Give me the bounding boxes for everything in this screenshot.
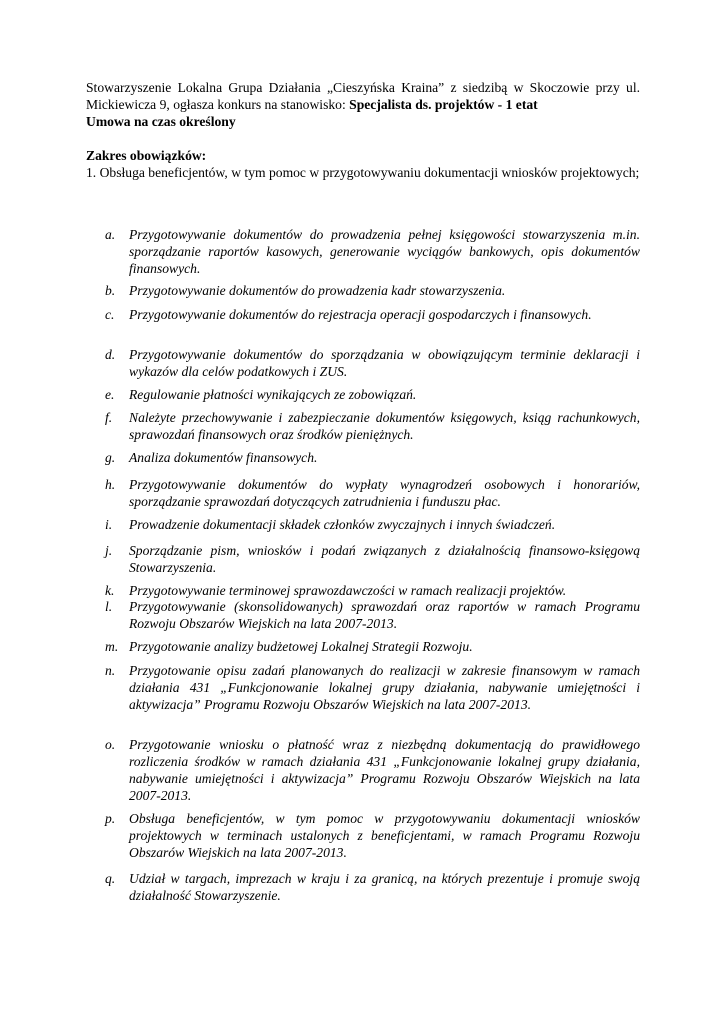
duty-letter: m. <box>105 639 119 654</box>
duty-letter: k. <box>105 583 115 598</box>
duty-text: Przygotowanie analizy budżetowej Lokalnej Strategii Rozwoju. <box>129 639 473 654</box>
duty-text: Przygotowywanie terminowej sprawozdawczości w ramach realizacji projektów. <box>129 583 567 598</box>
section-title: Zakres obowiązków: <box>86 148 207 163</box>
duty-item <box>105 598 640 632</box>
duty-letter: o. <box>105 737 116 752</box>
duty-text: Prowadzenie dokumentacji składek członków zwyczajnych i innych świadczeń. <box>129 517 556 532</box>
duty-letter: g. <box>105 450 116 465</box>
duty-letter: f. <box>105 410 113 425</box>
duty-text: Przygotowywanie dokumentów do prowadzenia pełnej księgowości stowarzyszenia m.in. sporządzanie raportów kasowych, generowanie wyciągów bankowych, opis dokumentów finansowych. <box>129 227 640 276</box>
contract-type: Umowa na czas określony <box>86 114 236 129</box>
duty-item <box>105 306 640 323</box>
duty-item <box>105 386 640 403</box>
duty-text: Przygotowywanie dokumentów do sporządzania w obowiązującym terminie deklaracji i wykazów dla celów podatkowych i ZUS. <box>129 347 640 379</box>
section-item-1: 1. Obsługa beneficjentów, w tym pomoc w przygotowywaniu dokumentacji wniosków projektowych; <box>86 165 640 180</box>
intro-text: Stowarzyszenie Lokalna Grupa Działania „Cieszyńska Kraina” z siedzibą w Skoczowie przy ul. Mickiewicza 9, ogłasza konkurs na stanowisko: <box>86 80 640 112</box>
duty-item <box>105 346 640 380</box>
duty-letter: h. <box>105 477 116 492</box>
duty-item <box>105 282 640 299</box>
duty-text: Regulowanie płatności wynikających ze zobowiązań. <box>129 387 417 402</box>
duty-letter: c. <box>105 307 115 322</box>
duty-text: Należyte przechowywanie i zabezpieczanie dokumentów księgowych, ksiąg rachunkowych, sprawozdań finansowych oraz środków pieniężnych. <box>129 410 640 442</box>
duty-item <box>105 582 640 599</box>
duty-item <box>105 870 640 904</box>
duty-text: Przygotowanie opisu zadań planowanych do realizacji w zakresie finansowym w ramach działania 431 „Funkcjonowanie lokalnej grupy działania, nabywanie umiejętności i aktywizacja” Programu Rozwoju Obszarów Wiejskich na lata 2007-2013. <box>129 663 640 712</box>
duty-letter: l. <box>105 599 113 614</box>
duty-text: Przygotowanie wniosku o płatność wraz z niezbędną dokumentacją do prawidłowego rozliczenia środków w ramach działania 431 „Funkcjonowanie lokalnej grupy działania, nabywanie umiejętności i aktywizacja” Programu Rozwoju Obszarów Wiejskich na lata 2007-2013. <box>129 737 640 803</box>
duty-text: Udział w targach, imprezach w kraju i za granicą, na których prezentuje i promuje swoją działalność Stowarzyszenie. <box>129 871 640 903</box>
duty-item <box>105 409 640 443</box>
duty-item <box>105 736 640 804</box>
duty-item <box>105 810 640 861</box>
duty-item <box>105 476 640 510</box>
duty-letter: q. <box>105 871 116 886</box>
duty-letter: e. <box>105 387 115 402</box>
duty-text: Przygotowywanie (skonsolidowanych) sprawozdań oraz raportów w ramach Programu Rozwoju Obszarów Wiejskich na lata 2007-2013. <box>129 599 640 631</box>
duty-letter: i. <box>105 517 113 532</box>
duty-text: Obsługa beneficjentów, w tym pomoc w przygotowywaniu dokumentacji wniosków projektowych w terminach ustalonych z beneficjentami, w ramach Programu Rozwoju Obszarów Wiejskich na lata 2007-2013. <box>129 811 640 860</box>
document-page <box>86 79 640 903</box>
duty-text: Analiza dokumentów finansowych. <box>129 450 318 465</box>
position-title: Specjalista ds. projektów - 1 etat <box>349 97 538 112</box>
duty-text: Przygotowywanie dokumentów do prowadzenia kadr stowarzyszenia. <box>129 283 506 298</box>
duty-item <box>105 226 640 277</box>
duty-letter: p. <box>105 811 116 826</box>
duty-item <box>105 516 640 533</box>
duty-letter: d. <box>105 347 116 362</box>
duty-text: Sporządzanie pism, wniosków i podań związanych z działalnością finansowo-księgową Stowarzyszenia. <box>129 543 640 575</box>
duty-item <box>105 449 640 466</box>
duty-item <box>105 638 640 655</box>
duty-letter: b. <box>105 283 116 298</box>
announcement-intro <box>86 79 640 130</box>
duty-letter: a. <box>105 227 116 242</box>
duty-text: Przygotowywanie dokumentów do wypłaty wynagrodzeń osobowych i honorariów, sporządzanie sprawozdań dotyczących zatrudnienia i funduszu płac. <box>129 477 640 509</box>
duty-item <box>105 662 640 713</box>
duty-letter: j. <box>105 543 113 558</box>
duty-text: Przygotowywanie dokumentów do rejestracja operacji gospodarczych i finansowych. <box>129 307 592 322</box>
duty-letter: n. <box>105 663 116 678</box>
duty-item <box>105 542 640 576</box>
